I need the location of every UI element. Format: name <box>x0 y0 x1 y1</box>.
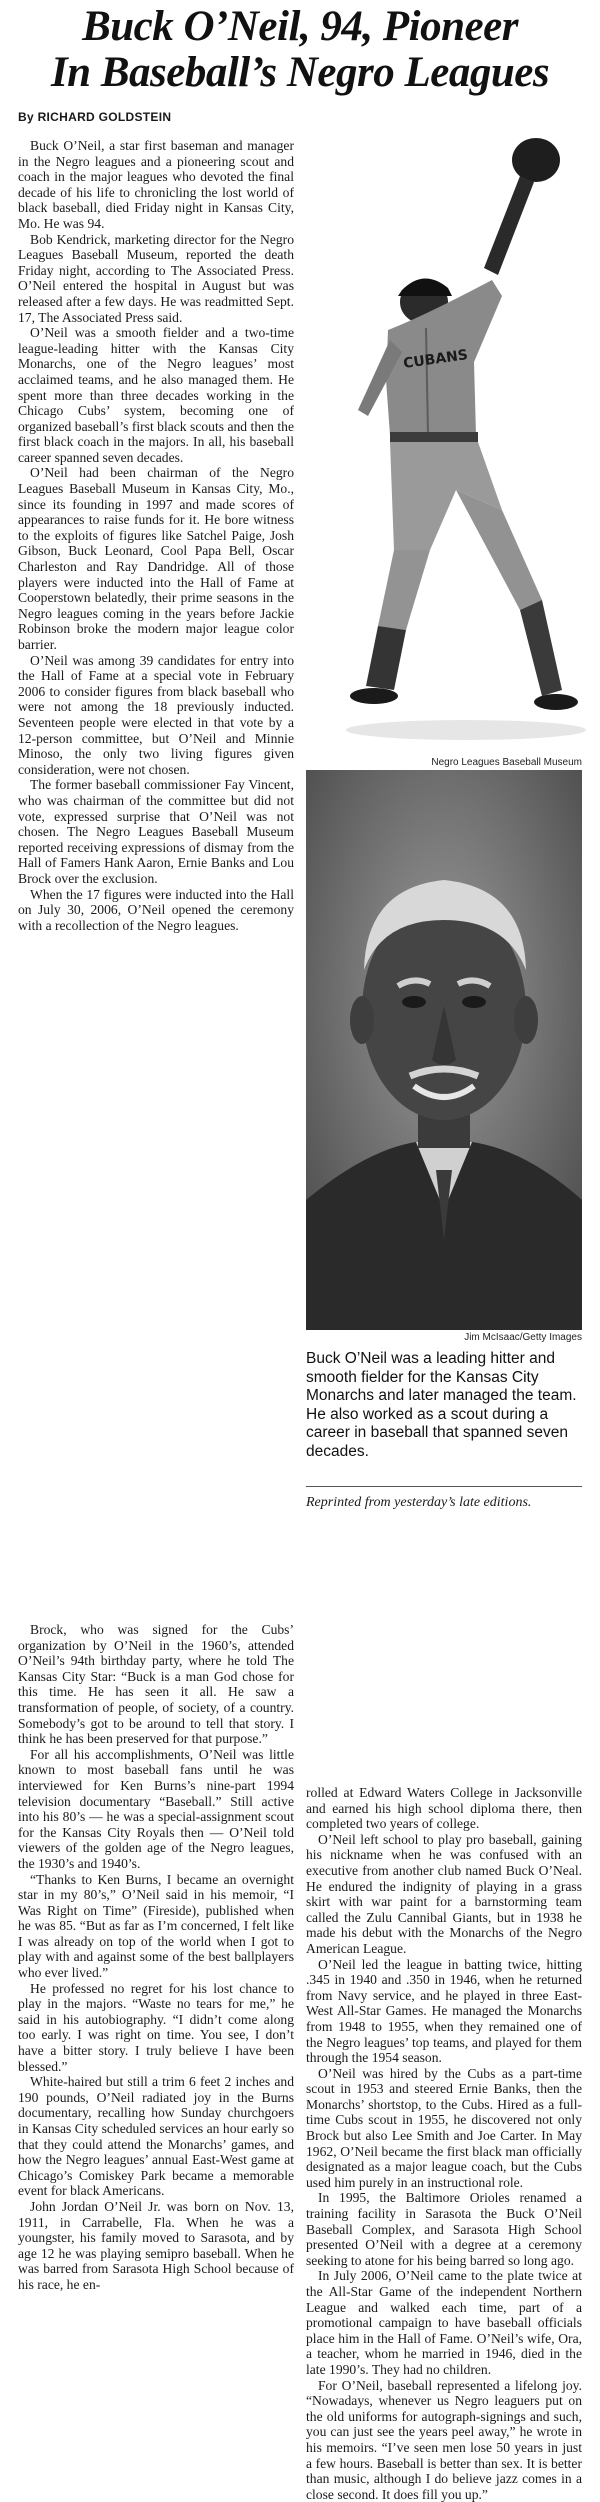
paragraph: O’Neil left school to play pro baseball, gaining his nickname when he was confused with an executive from another club named Buck O’Neal. He endured the indignity of playing in a grass skirt with war paint for a barnstorming team called the Zulu Cannibal Giants, but in 1938 he made his debut with the Monarchs of the Negro American League. <box>306 1831 582 1956</box>
photo-caption: Buck O’Neil was a leading hitter and smooth fielder for the Kansas City Monarchs and later managed the team. He also worked as a scout during a career in baseball that spanned seven decades. <box>306 1350 577 1460</box>
photo-player-catching <box>306 130 582 755</box>
paragraph: rolled at Edward Waters College in Jacksonville and earned his high school diploma there, then completed two years of college. <box>306 1785 582 1832</box>
headline <box>0 4 600 96</box>
paragraph: For O’Neil, baseball represented a lifelong joy. “Nowadays, whenever us Negro leaguers put on the old uniforms for autograph-signings and such, you can just see the years peel away,” he wrote in his memoirs. “I’ve seen men lose 50 years in just a few hours. Baseball is better than sex. It is better than music, although I do believe jazz comes in a close second. It does fill you up.” <box>306 2377 582 2502</box>
jersey-lettering: CUBANS <box>402 347 469 372</box>
paragraph: O’Neil was among 39 candidates for entry into the Hall of Fame at a special vote in February 2006 to consider figures from black baseball who were not among the 18 previously inducted. Seventeen people were elected in that vote by a 12-person committee, but O’Neil and Minnie Minoso, the only two living figures given consideration, were not chosen. <box>18 652 294 777</box>
paragraph: Buck O’Neil, a star first baseman and manager in the Negro leagues and a pioneering scout and coach in the major leagues who devoted the final decade of his life to chronicling the lost world of black baseball, died Friday night in Kansas City, Mo. He was 94. <box>18 138 294 231</box>
paragraph: When the 17 figures were inducted into the Hall on July 30, 2006, O’Neil opened the ceremony with a recollection of the Negro leagues. <box>18 886 294 933</box>
paragraph: Bob Kendrick, marketing director for the Negro Leagues Baseball Museum, reported the death Friday night, according to The Associated Press. O’Neil entered the hospital in August but was released after a few days. He was readmitted Sept. 17, The Associated Press said. <box>18 231 294 325</box>
paragraph: He professed no regret for his lost chance to play in the majors. “Waste no tears for me,” he said in his autobiography. “I didn’t come along too early. I was right on time. You see, I don’t have a bitter story. I truly believe I have been blessed.” <box>18 1980 294 2074</box>
paragraph: O’Neil was a smooth fielder and a two-time league-leading hitter with the Kansas City Monarchs, one of the Negro leagues’ most acclaimed teams, and he also managed them. He spent more than three decades working in the Chicago Cubs’ system, becoming one of organized baseball’s first black scouts and then the first black coach in the majors. In all, his baseball career spanned seven decades. <box>18 325 294 465</box>
player-silhouette-image <box>306 130 582 755</box>
reprint-note: Reprinted from yesterday’s late editions. <box>306 1495 532 1510</box>
photo-credit-2: Jim McIsaac/Getty Images <box>464 1332 582 1343</box>
article-column-left-bottom <box>18 1622 294 2293</box>
paragraph: John Jordan O’Neil Jr. was born on Nov. 13, 1911, in Carrabelle, Fla. When he was a youngster, his family moved to Sarasota, and by age 12 he was playing semipro baseball. When he was barred from Sarasota High School because of his race, he en- <box>18 2198 294 2292</box>
portrait-image <box>306 770 582 1330</box>
photo-portrait <box>306 770 582 1330</box>
article-column-right-bottom <box>306 1785 582 2502</box>
photo-credit-1: Negro Leagues Baseball Museum <box>431 757 582 768</box>
paragraph: For all his accomplishments, O’Neil was little known to most baseball fans until he was interviewed for Ken Burns’s nine-part 1994 television documentary “Baseball.” Still active into his 80’s — he was a special-assignment scout for the Kansas City Royals then — O’Neil told viewers of the golden age of the Negro leagues, the 1930’s and 1940’s. <box>18 1746 294 1871</box>
headline-line-1: Buck O’Neil, 94, Pioneer <box>82 3 518 50</box>
divider <box>306 1486 582 1487</box>
paragraph: In 1995, the Baltimore Orioles renamed a training facility in Sarasota the Buck O’Neil Baseball Complex, and Sarasota High School presented O’Neil with a degree at a ceremony seeking to atone for his being barred so long ago. <box>306 2190 582 2268</box>
paragraph: O’Neil led the league in batting twice, hitting .345 in 1940 and .350 in 1946, when he returned from Navy service, and he played in three East-West All-Star Games. He managed the Monarchs from 1948 to 1955, when they remained one of the Negro leagues’ top teams, and played for them through the 1954 season. <box>306 1956 582 2066</box>
paragraph: O’Neil had been chairman of the Negro Leagues Baseball Museum in Kansas City, Mo., since its founding in 1997 and made scores of appearances to raise funds for it. He bore witness to the exploits of figures like Satchel Paige, Josh Gibson, Buck Leonard, Cool Papa Bell, Oscar Charleston and Ray Dandridge. All of those players were inducted into the Hall of Fame at Cooperstown belatedly, their prime seasons in the Negro leagues coming in the years before Jackie Robinson broke the modern major league color barrier. <box>18 465 294 652</box>
paragraph: O’Neil was hired by the Cubs as a part-time scout in 1953 and steered Ernie Banks, then the Monarchs’ shortstop, to the Cubs. Hired as a full-time Cubs scout in 1955, he discovered not only Brock but also Lee Smith and Joe Carter. In May 1962, O’Neil became the first black man officially designated as a major league coach, but the Cubs used him purely in an instructional role. <box>306 2065 582 2190</box>
paragraph: The former baseball commissioner Fay Vincent, who was chairman of the committee but did not vote, expressed surprise that O’Neil was not chosen. The Negro Leagues Baseball Museum reported receiving expressions of dismay from the Hall of Famers Hank Aaron, Ernie Banks and Lou Brock over the exclusion. <box>18 777 294 886</box>
byline: By RICHARD GOLDSTEIN <box>18 110 172 124</box>
paragraph: White-haired but still a trim 6 feet 2 inches and 190 pounds, O’Neil radiated joy in the Burns documentary, recalling how Sunday churchgoers in Kansas City scheduled services an hour early so that they could attend the Monarchs’ games, and how the Negro leagues’ annual East-West game at Chicago’s Comiskey Park became a memorable event for black Americans. <box>18 2074 294 2199</box>
paragraph: Brock, who was signed for the Cubs’ organization by O’Neil in the 1960’s, attended O’Neil’s 94th birthday party, where he told The Kansas City Star: “Buck is a man God chose for this time. He has seen it all. He saw a transformation of people, of society, of a country. Somebody’s got to be around to tell that story. I think he has been preserved for that purpose.” <box>18 1622 294 1747</box>
paragraph: In July 2006, O’Neil came to the plate twice at the All-Star Game of the independent Northern League and walked each time, part of a promotional campaign to have baseball officials place him in the Hall of Fame. O’Neil’s wife, Ora, a teacher, whom he married in 1946, died in the late 1990’s. They had no children. <box>306 2268 582 2377</box>
headline-line-2: In Baseball’s Negro Leagues <box>50 49 550 96</box>
paragraph: “Thanks to Ken Burns, I became an overnight star in my 80’s,” O’Neil said in his memoir, “I Was Right on Time” (Fireside), published when he was 85. “But as far as I’m concerned, I felt like I was already on top of the world when I got to play with and against some of the best ballplayers who ever lived.” <box>18 1871 294 1981</box>
article-column-left-top <box>18 138 294 933</box>
